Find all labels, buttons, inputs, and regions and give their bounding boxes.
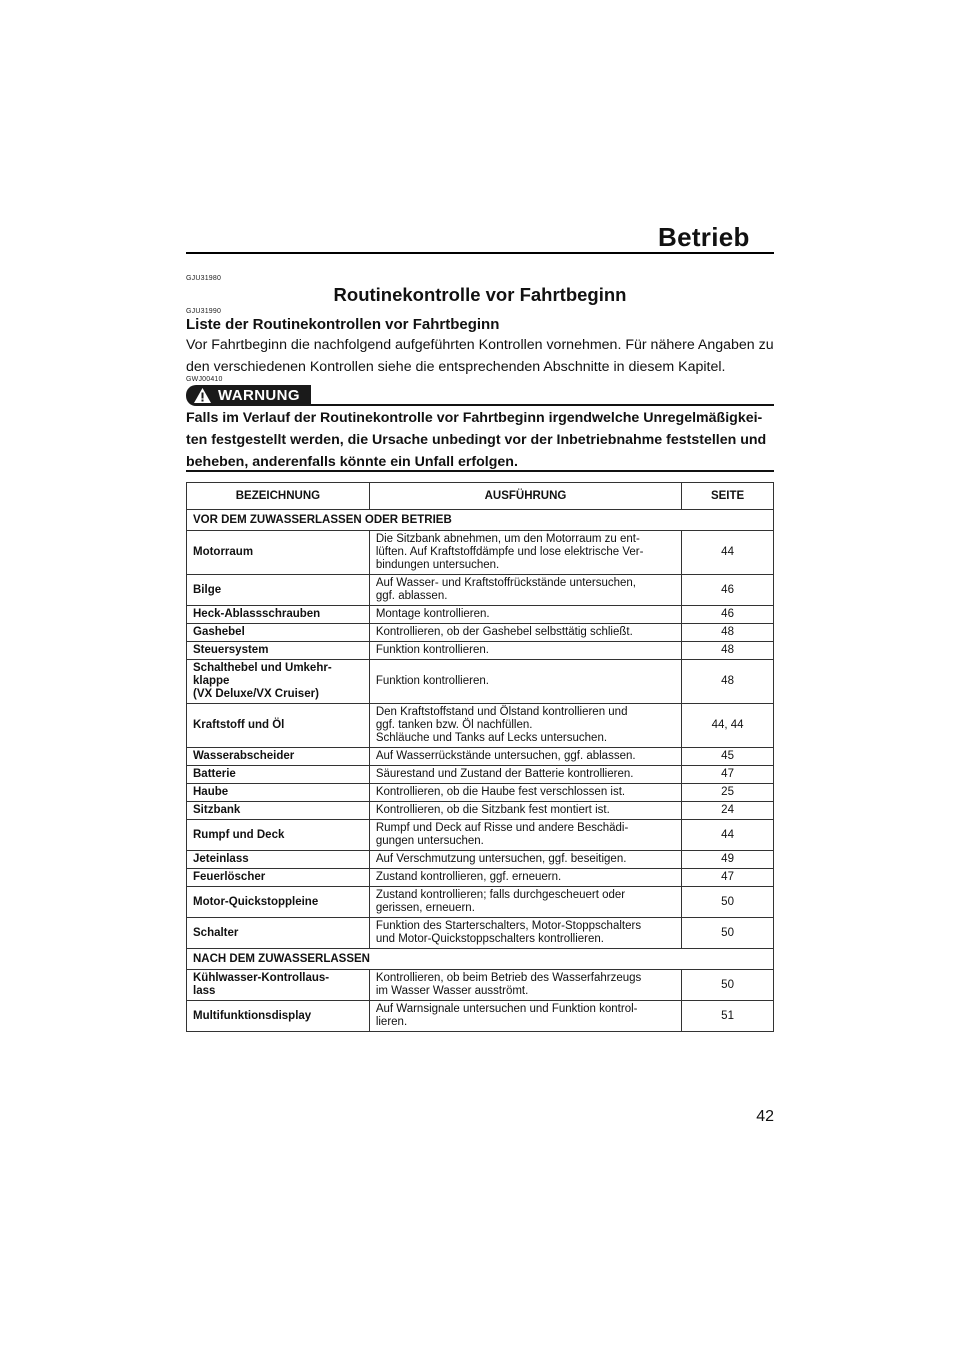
table-row bbox=[187, 784, 774, 802]
item-action-cell: Die Sitzbank abnehmen, um den Motorraum zu ent- lüften. Auf Kraftstoffdämpfe und lose elektrische Ver- bindungen untersuchen. bbox=[369, 531, 681, 575]
table-row bbox=[187, 851, 774, 869]
warning-bottom-rule bbox=[186, 470, 774, 472]
table-row bbox=[187, 704, 774, 748]
item-page-cell: 46 bbox=[682, 575, 774, 606]
item-name-cell: Haube bbox=[187, 784, 370, 802]
routine-check-table bbox=[186, 482, 774, 1032]
item-page-cell: 50 bbox=[682, 918, 774, 949]
table-row bbox=[187, 918, 774, 949]
item-action-cell: Funktion des Starterschalters, Motor-Stoppschalters und Motor-Quickstoppschalters kontrollieren. bbox=[369, 918, 681, 949]
item-name-cell: Schalthebel und Umkehr- klappe (VX Deluxe/VX Cruiser) bbox=[187, 660, 370, 704]
item-page-cell: 25 bbox=[682, 784, 774, 802]
table-row bbox=[187, 802, 774, 820]
item-name-cell: Batterie bbox=[187, 766, 370, 784]
item-page-cell: 47 bbox=[682, 869, 774, 887]
item-page-cell: 48 bbox=[682, 624, 774, 642]
item-page-cell: 49 bbox=[682, 851, 774, 869]
table-row bbox=[187, 575, 774, 606]
table-row bbox=[187, 531, 774, 575]
item-name-cell: Sitzbank bbox=[187, 802, 370, 820]
warning-label: WARNUNG bbox=[218, 387, 300, 404]
table-row bbox=[187, 820, 774, 851]
table-row bbox=[187, 606, 774, 624]
item-page-cell: 48 bbox=[682, 660, 774, 704]
table-section-label: VOR DEM ZUWASSERLASSEN ODER BETRIEB bbox=[187, 510, 774, 531]
item-page-cell: 46 bbox=[682, 606, 774, 624]
item-name-cell: Kraftstoff und Öl bbox=[187, 704, 370, 748]
item-action-cell: Kontrollieren, ob die Sitzbank fest montiert ist. bbox=[369, 802, 681, 820]
table-section-row bbox=[187, 949, 774, 970]
table-section-label: NACH DEM ZUWASSERLASSEN bbox=[187, 949, 774, 970]
item-page-cell: 45 bbox=[682, 748, 774, 766]
item-name-cell: Steuersystem bbox=[187, 642, 370, 660]
item-page-cell: 50 bbox=[682, 887, 774, 918]
warning-rule bbox=[311, 404, 774, 406]
table-row bbox=[187, 869, 774, 887]
table-row bbox=[187, 766, 774, 784]
item-page-cell: 48 bbox=[682, 642, 774, 660]
table-row bbox=[187, 970, 774, 1001]
item-action-cell: Auf Verschmutzung untersuchen, ggf. beseitigen. bbox=[369, 851, 681, 869]
item-action-cell: Auf Wasser- und Kraftstoffrückstände untersuchen, ggf. ablassen. bbox=[369, 575, 681, 606]
item-action-cell: Den Kraftstoffstand und Ölstand kontrollieren und ggf. tanken bzw. Öl nachfüllen. Schläuche und Tanks auf Lecks untersuchen. bbox=[369, 704, 681, 748]
item-action-cell: Rumpf und Deck auf Risse und andere Beschädi- gungen untersuchen. bbox=[369, 820, 681, 851]
main-heading: Routinekontrolle vor Fahrtbeginn bbox=[333, 284, 627, 305]
item-name-cell: Gashebel bbox=[187, 624, 370, 642]
item-page-cell: 50 bbox=[682, 970, 774, 1001]
item-name-cell: Motor-Quickstoppleine bbox=[187, 887, 370, 918]
sub-heading: Liste der Routinekontrollen vor Fahrtbeginn bbox=[186, 316, 500, 333]
item-action-cell: Montage kontrollieren. bbox=[369, 606, 681, 624]
table-row bbox=[187, 624, 774, 642]
item-page-cell: 47 bbox=[682, 766, 774, 784]
table-row bbox=[187, 1001, 774, 1032]
table-row bbox=[187, 748, 774, 766]
item-name-cell: Jeteinlass bbox=[187, 851, 370, 869]
item-action-cell: Zustand kontrollieren; falls durchgescheuert oder gerissen, erneuern. bbox=[369, 887, 681, 918]
column-header-name: BEZEICHNUNG bbox=[187, 483, 370, 510]
item-page-cell: 44 bbox=[682, 820, 774, 851]
intro-paragraph: Vor Fahrtbeginn die nachfolgend aufgeführten Kontrollen vornehmen. Für nähere Angaben zu den verschiedenen Kontrollen siehe die entsprechenden Abschnitte in diesem Kapitel. bbox=[186, 337, 774, 375]
item-action-cell: Auf Wasserrückstände untersuchen, ggf. ablassen. bbox=[369, 748, 681, 766]
item-action-cell: Auf Warnsignale untersuchen und Funktion kontrol- lieren. bbox=[369, 1001, 681, 1032]
page-number: 42 bbox=[756, 1108, 774, 1125]
title-rule bbox=[186, 252, 774, 254]
item-action-cell: Kontrollieren, ob beim Betrieb des Wasserfahrzeugs im Wasser Wasser ausströmt. bbox=[369, 970, 681, 1001]
item-name-cell: Wasserabscheider bbox=[187, 748, 370, 766]
item-action-cell: Kontrollieren, ob der Gashebel selbsttätig schließt. bbox=[369, 624, 681, 642]
item-name-cell: Motorraum bbox=[187, 531, 370, 575]
item-name-cell: Bilge bbox=[187, 575, 370, 606]
reference-code: GJU31990 bbox=[186, 308, 222, 315]
item-page-cell: 44, 44 bbox=[682, 704, 774, 748]
item-name-cell: Schalter bbox=[187, 918, 370, 949]
warning-badge bbox=[186, 385, 311, 406]
item-action-cell: Funktion kontrollieren. bbox=[369, 642, 681, 660]
column-header-page: SEITE bbox=[682, 483, 774, 510]
item-name-cell: Heck-Ablassschrauben bbox=[187, 606, 370, 624]
table-row bbox=[187, 660, 774, 704]
warning-triangle-icon bbox=[193, 387, 212, 404]
reference-code: GWJ00410 bbox=[186, 376, 223, 383]
item-action-cell: Kontrollieren, ob die Haube fest verschlossen ist. bbox=[369, 784, 681, 802]
item-name-cell: Feuerlöscher bbox=[187, 869, 370, 887]
table-header-row bbox=[187, 483, 774, 510]
item-page-cell: 24 bbox=[682, 802, 774, 820]
item-name-cell: Kühlwasser-Kontrollaus- lass bbox=[187, 970, 370, 1001]
item-page-cell: 44 bbox=[682, 531, 774, 575]
section-title: Betrieb bbox=[658, 222, 750, 252]
item-action-cell: Funktion kontrollieren. bbox=[369, 660, 681, 704]
item-name-cell: Rumpf und Deck bbox=[187, 820, 370, 851]
warning-text: Falls im Verlauf der Routinekontrolle vor Fahrtbeginn irgendwelche Unregelmäßigkei-ten festgestellt werden, die Ursache unbedingt vor der Inbetriebnahme feststellen und beheben, anderenfalls könnte ein Unfall erfolgen. bbox=[186, 410, 767, 470]
table-row bbox=[187, 642, 774, 660]
column-header-action: AUSFÜHRUNG bbox=[369, 483, 681, 510]
reference-code: GJU31980 bbox=[186, 275, 222, 282]
table-row bbox=[187, 887, 774, 918]
item-name-cell: Multifunktionsdisplay bbox=[187, 1001, 370, 1032]
item-action-cell: Zustand kontrollieren, ggf. erneuern. bbox=[369, 869, 681, 887]
item-action-cell: Säurestand und Zustand der Batterie kontrollieren. bbox=[369, 766, 681, 784]
table-section-row bbox=[187, 510, 774, 531]
item-page-cell: 51 bbox=[682, 1001, 774, 1032]
